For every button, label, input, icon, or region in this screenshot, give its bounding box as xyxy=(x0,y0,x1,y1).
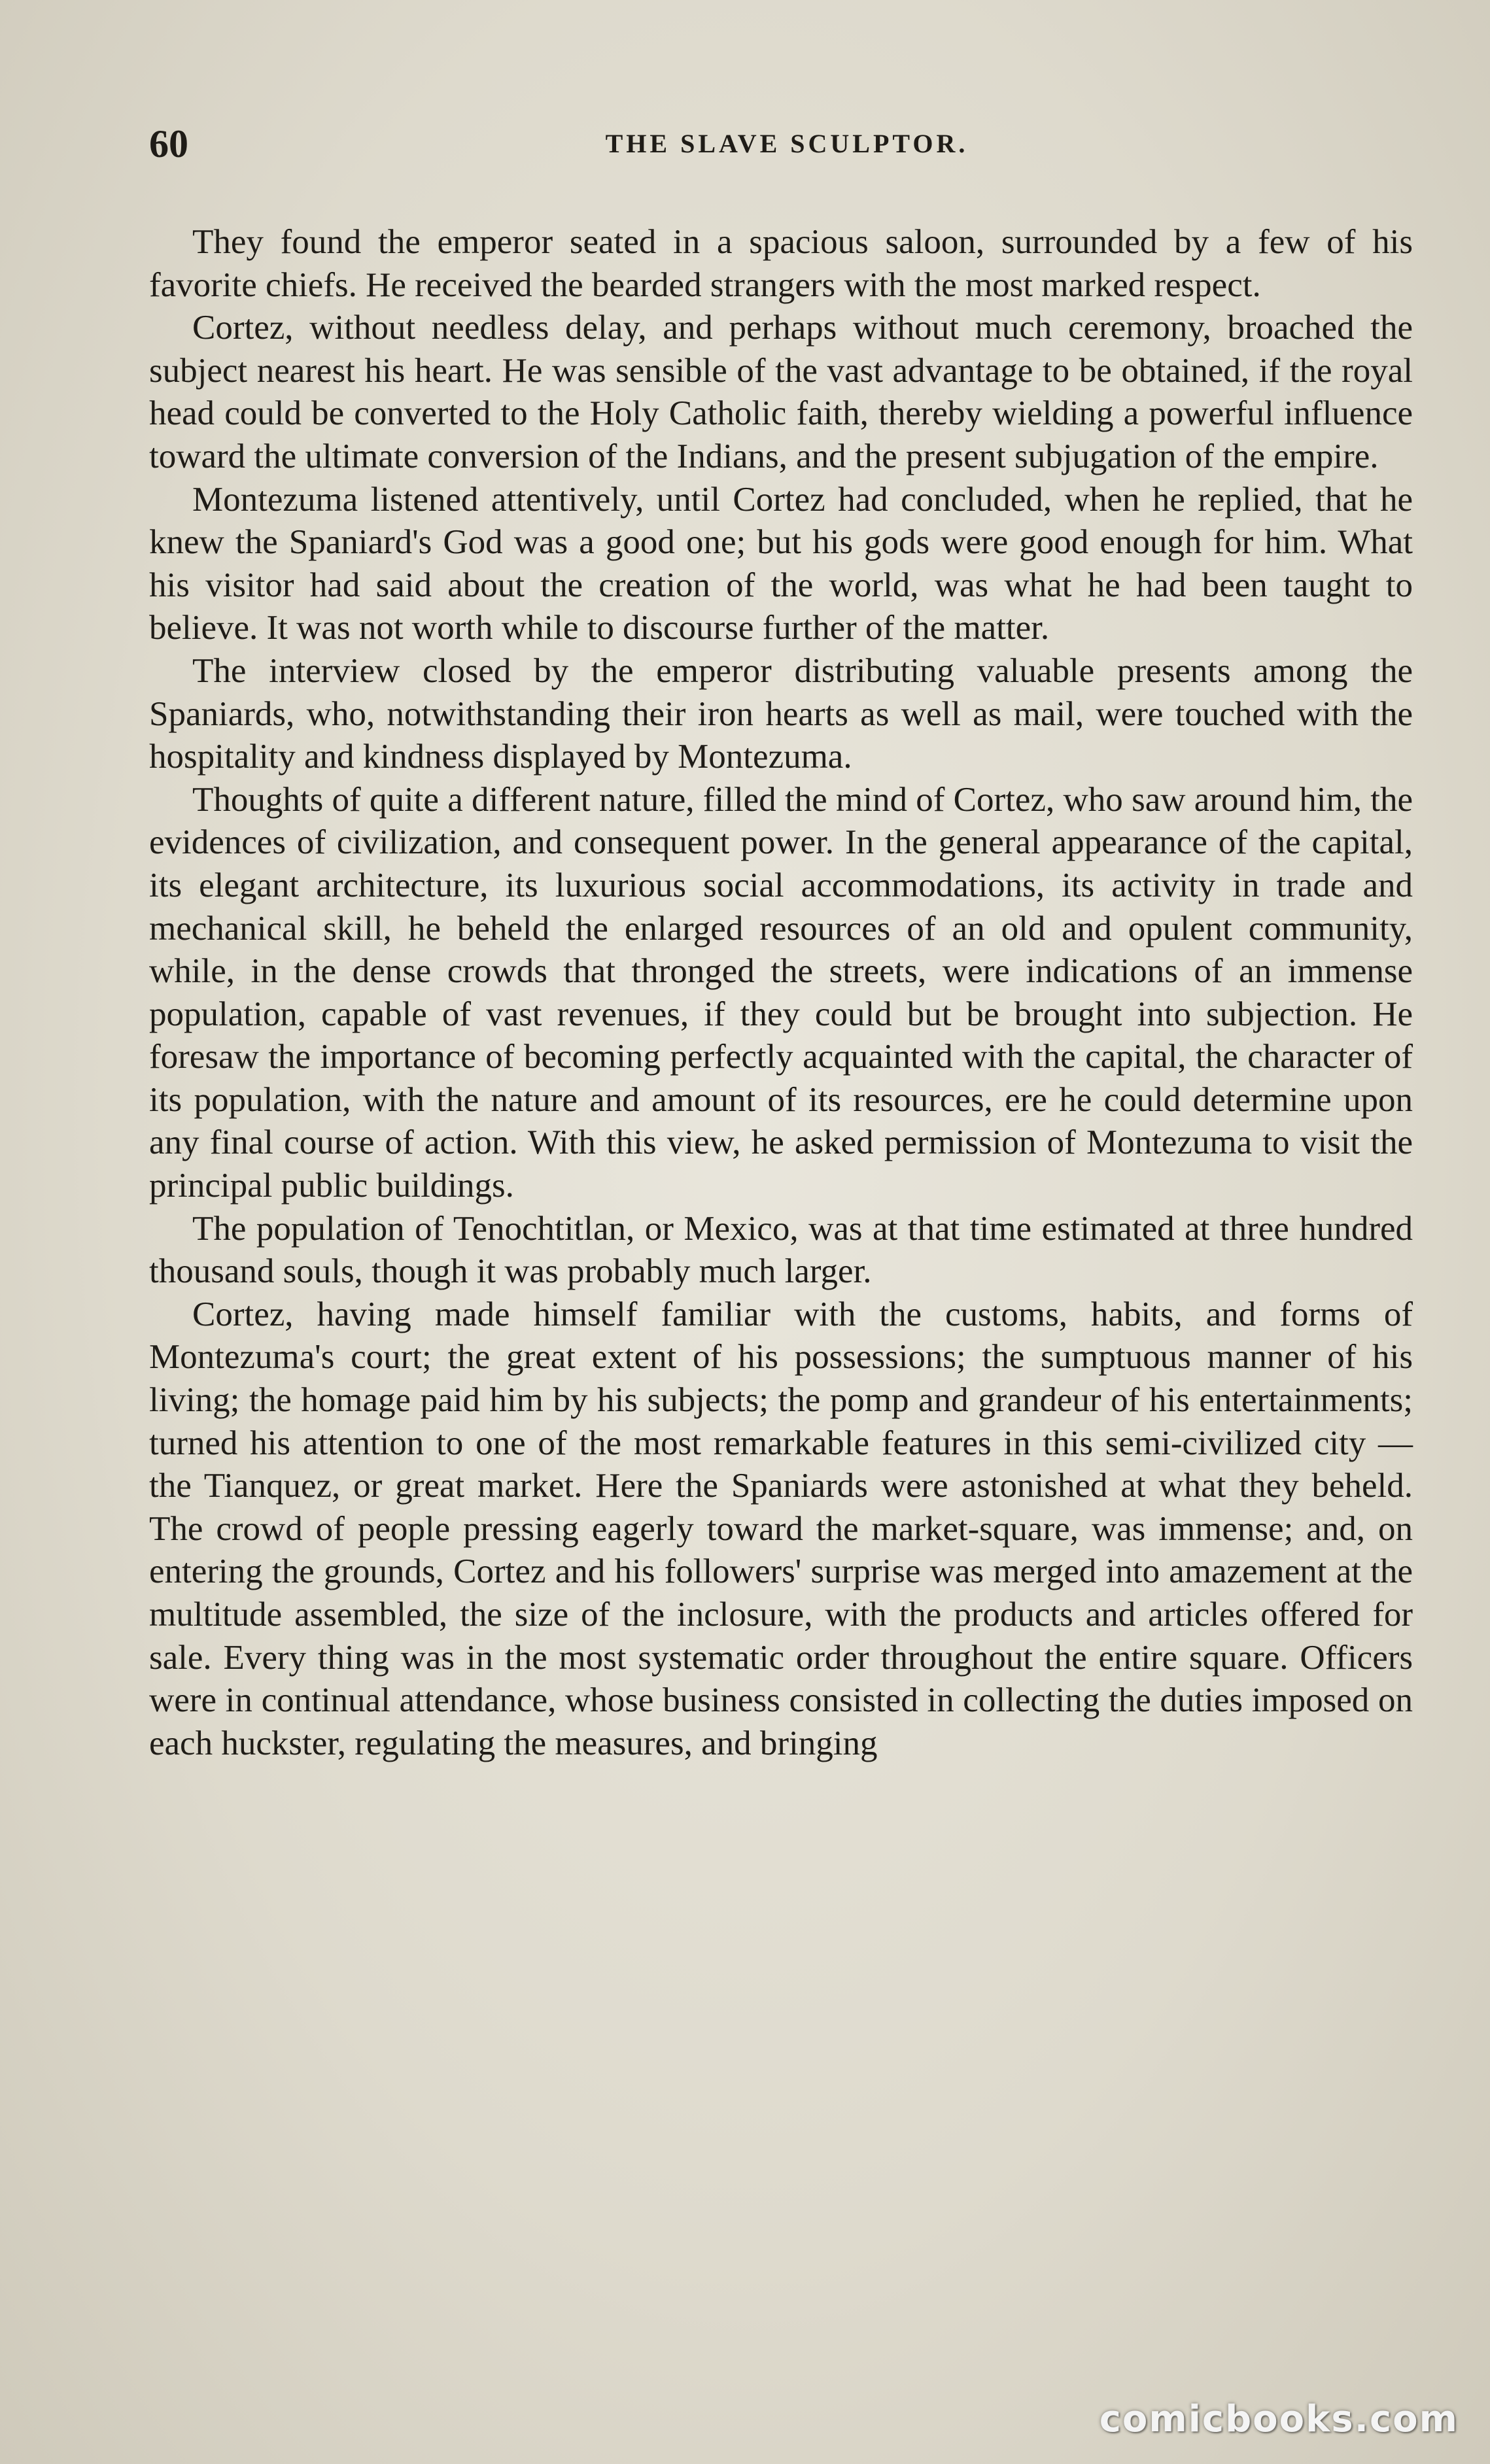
paragraph: Thoughts of quite a different nature, filled the mind of Cortez, who saw around him, the evidences of civilization, and consequent power. In the general appearance of the capital, its elegant architecture, its luxurious social accommodations, its activity in trade and mechanical skill, he beheld the enlarged resources of an old and opulent community, while, in the dense crowds that thronged the streets, were indications of an immense population, capable of vast revenues, if they could but be brought into subjection. He foresaw the importance of becoming perfectly acquainted with the capital, the character of its population, with the nature and amount of its resources, ere he could determine upon any final course of action. With this view, he asked permission of Montezuma to visit the principal public buildings. xyxy=(149,780,1413,1205)
paragraph: Cortez, having made himself familiar with the customs, habits, and forms of Montezuma's court; the great extent of his possessions; the sumptuous manner of his living; the homage paid him by his subjects; the pomp and grandeur of his entertainments; turned his attention to one of the most remarkable features in this semi-civilized city — the Tianquez, or great market. Here the Spaniards were astonished at what they beheld. The crowd of people pressing eagerly toward the market-square, was immense; and, on entering the grounds, Cortez and his followers' surprise was merged into amazement at the multitude assembled, the size of the inclosure, with the products and articles offered for sale. Every thing was in the most systematic order throughout the entire square. Officers were in continual attendance, whose business consisted in collecting the duties imposed on each huckster, regulating the measures, and bringing xyxy=(149,1295,1413,1762)
paragraph: The population of Tenochtitlan, or Mexico, was at that time estimated at three hundred thousand souls, though it was probably much larger. xyxy=(149,1209,1413,1291)
page-header xyxy=(149,118,1425,170)
watermark-logo: comicbooks.com xyxy=(1099,2398,1459,2440)
paragraph: Cortez, without needless delay, and perhaps without much ceremony, broached the subject nearest his heart. He was sensible of the vast advantage to be obtained, if the royal head could be converted to the Holy Catholic faith, thereby wielding a powerful influence toward the ultimate conversion of the Indians, and the present subjugation of the empire. xyxy=(149,309,1413,475)
body-text xyxy=(149,221,1413,1765)
page-number: 60 xyxy=(149,122,188,165)
paragraph: Montezuma listened attentively, until Cortez had concluded, when he replied, that he knew the Spaniard's God was a good one; but his gods were good enough for him. What his visitor had said about the creation of the world, was what he had been taught to believe. It was not worth while to discourse further of the matter. xyxy=(149,480,1413,647)
paragraph: They found the emperor seated in a spacious saloon, surrounded by a few of his favorite chiefs. He received the bearded strangers with the most marked respect. xyxy=(149,223,1413,304)
paragraph: The interview closed by the emperor distributing valuable presents among the Spaniards, who, notwithstanding their iron hearts as well as mail, were touched with the hospitality and kindness displayed by Montezuma. xyxy=(149,651,1413,776)
running-head: THE SLAVE SCULPTOR. xyxy=(605,129,969,158)
